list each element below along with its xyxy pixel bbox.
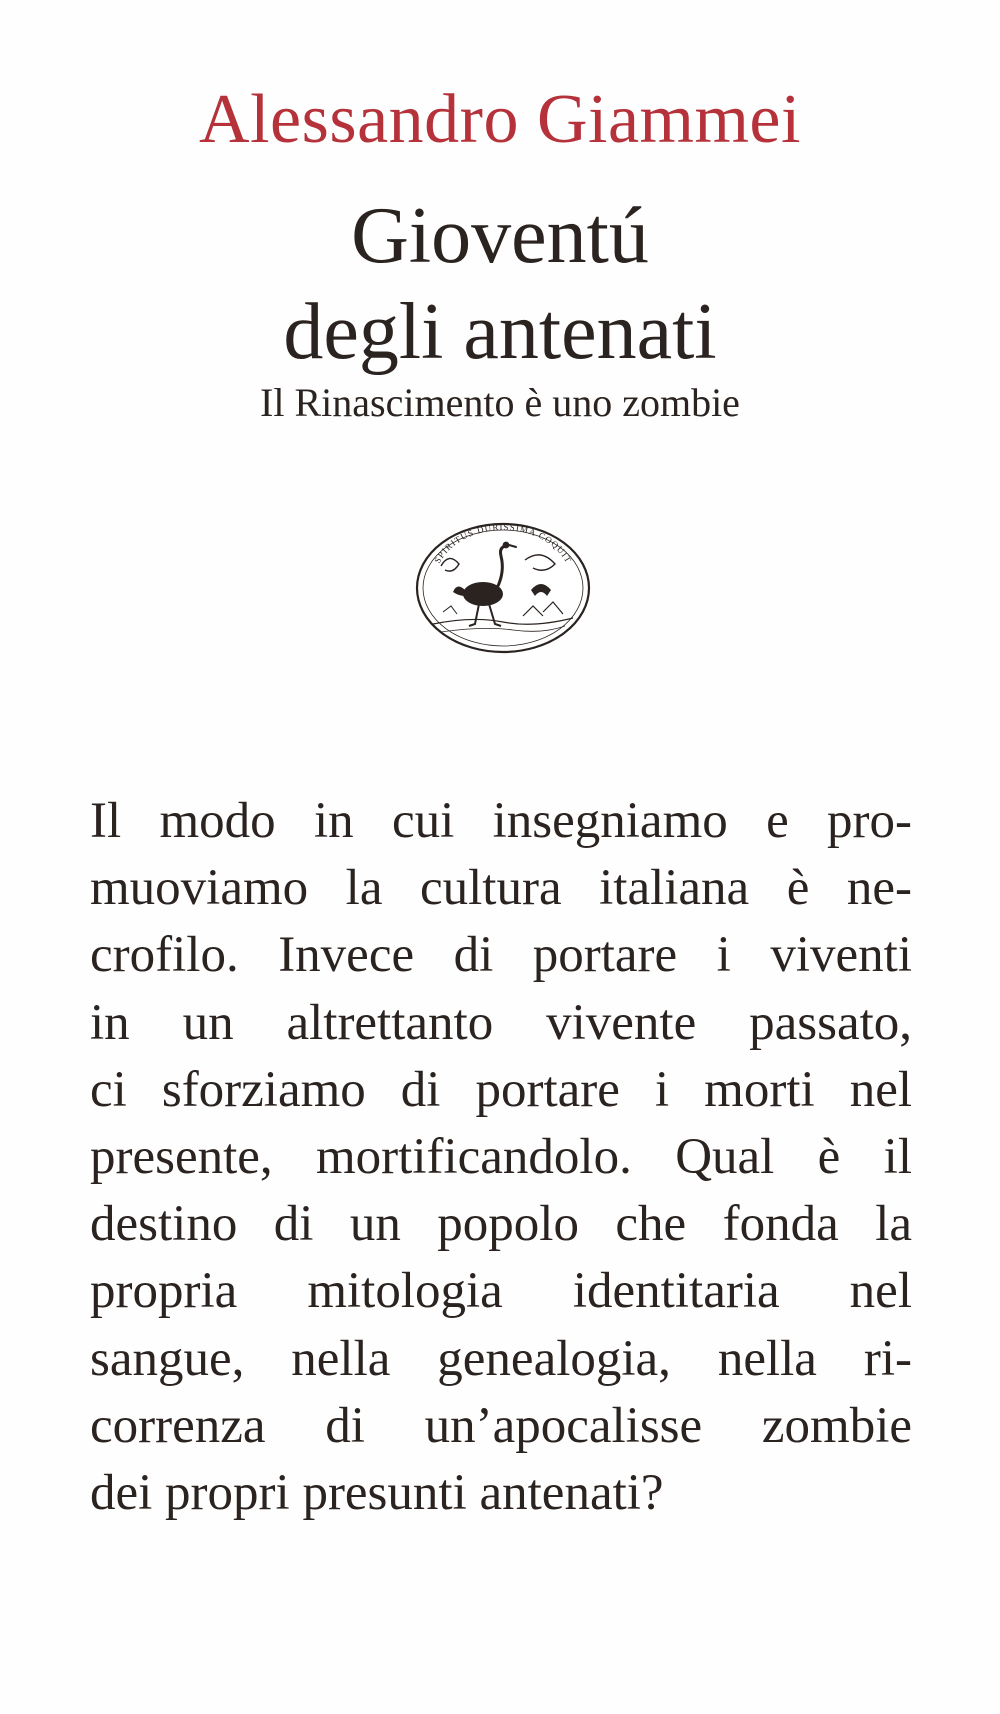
book-title <box>0 188 1000 380</box>
blurb-line: Il modo in cui insegniamo e pro- <box>90 793 912 849</box>
title-line-2: degli antenati <box>283 288 717 376</box>
emblem-motto: SPIRITUS DURISSIMA COQUIT <box>432 521 574 565</box>
blurb-line: ci sforziamo di portare i morti nel <box>90 1061 912 1118</box>
book-subtitle: Il Rinascimento è uno zombie <box>260 380 740 425</box>
blurb-line: dei propri presunti antenati? <box>90 1464 664 1521</box>
back-cover-blurb <box>90 788 912 1527</box>
blurb-line: muoviamo la cultura italiana è ne- <box>90 860 912 917</box>
blurb-line: destino di un popolo che fonda la <box>90 1196 912 1253</box>
author-name: Alessandro Giammei <box>199 81 801 158</box>
blurb-line: correnza di un’apocalisse zombie <box>90 1397 912 1454</box>
blurb-line: sangue, nella genealogia, nella ri- <box>90 1330 912 1387</box>
ostrich-seal-emblem-icon <box>413 520 593 656</box>
title-line-1: Gioventú <box>351 192 649 280</box>
blurb-line: presente, mortificandolo. Qual è il <box>90 1128 912 1185</box>
blurb-line: crofilo. Invece di portare i viventi <box>90 927 912 984</box>
blurb-line: propria mitologia identitaria nel <box>90 1263 912 1320</box>
blurb-line: in un altrettanto vivente passato, <box>90 994 912 1051</box>
